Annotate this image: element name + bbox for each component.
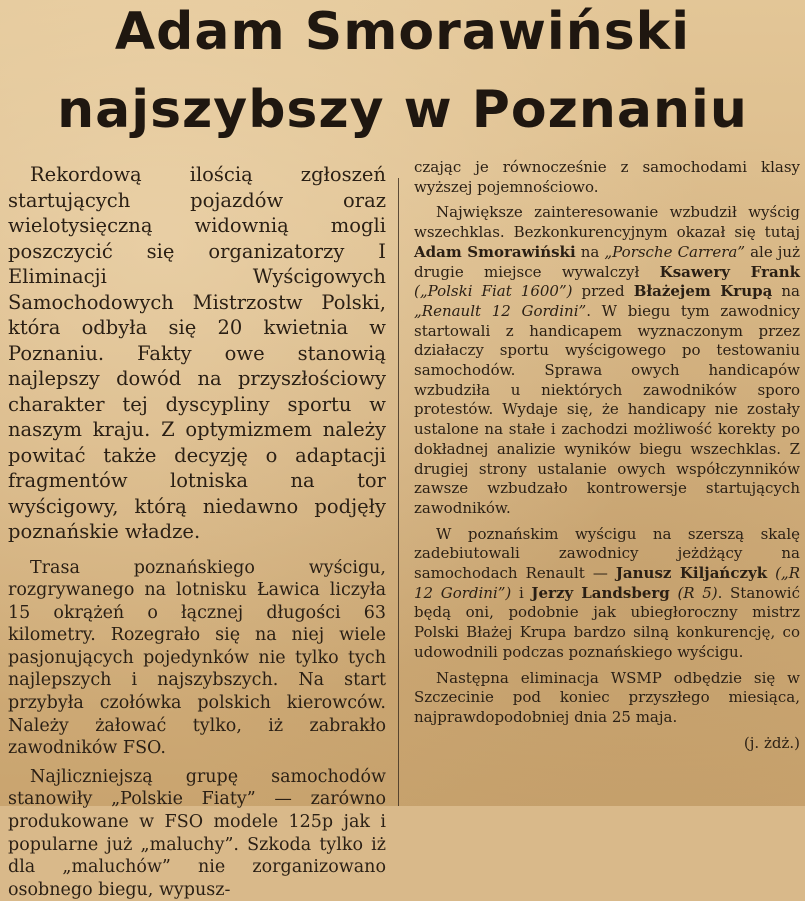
driver-name: Jerzy Landsberg [531, 583, 670, 602]
driver-name: Ksawery Frank [659, 262, 800, 281]
text-run: ale już drugie miejsce wywalczył [414, 242, 800, 281]
paragraph-next-round: Następna eliminacja WSMP odbędzie się w Szczecinie pod koniec przyszłego miesiąca, najprawdopodobniej dnia 25 maja. [414, 668, 800, 726]
author-signature: (j. żdż.) [743, 733, 800, 752]
paragraph-continuation: czając je równocześnie z samochodami klasy wyższej pojemnościowo. [414, 158, 800, 196]
text-run: na [575, 242, 605, 261]
car-name: („R 12 Gordini”) [414, 564, 800, 602]
text-run: Największe zainteresowanie wzbudził wyścig wszechklas. Bezkonkurencyjnym okazał się tutaj [414, 203, 800, 242]
headline-line-1: Adam Smorawiński [114, 2, 691, 62]
driver-name: Adam Smorawiński [414, 242, 576, 261]
column-divider [398, 178, 399, 806]
text-run: na [772, 282, 800, 301]
paragraph-fiat-group: Najliczniejszą grupę samochodów stanowiły „Polskie Fiaty” — zarówno produkowane w FSO modele 125p jak i popularne już „maluchy”. Szkoda tylko iż dla „maluchów” nie zorganizowano osobnego biegu, wypusz- [8, 766, 386, 900]
paragraph-all-class-race [414, 203, 800, 518]
text-run: przed [572, 282, 634, 301]
article-column-right [414, 158, 800, 806]
article-column-left [8, 162, 386, 900]
text-run: i [511, 583, 532, 602]
driver-name: Janusz Kiljańczyk [615, 564, 768, 583]
car-name: (R 5) [669, 583, 718, 602]
text-run: W poznańskim wyścigu na szerszą skalę zadebiutowali zawodnicy jeżdżący na samochodach Renault — [414, 524, 800, 583]
text-run: . W biegu tym zawodnicy startowali z handicapem wyznaczonym przez działaczy sportu wyścigowego po testowaniu samochodów. Sprawa owych handicapów wzbudziła u niektórych zawodników sporo protestów. Wydaje się, że handicapy nie zostały ustalone na stałe i zachodzi możliwość korekty po dokładnej analizie wyników biegu wszechklas. Z drugiej strony ustalanie owych współczynników zawsze wzbudzało kontrowersje startujących zawodników. [414, 301, 800, 517]
car-name: („Polski Fiat 1600”) [414, 282, 573, 301]
car-name: „Porsche Carrera” [604, 242, 745, 261]
headline-line-2: najszybszy w Poznaniu [57, 80, 748, 140]
paragraph-race-route: Trasa poznańskiego wyścigu, rozgrywanego na lotnisku Ławica liczyła 15 okrążeń o łącznej długości 63 kilometry. Rozegrało się na niej wiele pasjonujących pojedynków nie tylko tych najlepszych i najszybszych. Na start przybyła czołówka polskich kierowców. Należy żałować tylko, iż zabrakło zawodników FSO. [8, 557, 386, 759]
car-name: „Renault 12 Gordini” [414, 301, 587, 320]
paragraph-renault-debut [414, 525, 800, 663]
text-run: . Stanowić będą oni, podobnie jak ubiegłoroczny mistrz Polski Błażej Krupa bardzo silną konkurencję, co udowodnili podczas poznańskiego wyścigu. [414, 583, 801, 661]
driver-name: Błażejem Krupą [633, 282, 773, 301]
lead-paragraph: Rekordową ilością zgłoszeń startujących pojazdów oraz wielotysięczną widownią mogli poszczycić się organizatorzy I Eliminacji Wyścigowych Samochodowych Mistrzostw Polski, która odbyła się 20 kwietnia w Poznaniu. Fakty owe stanowią najlepszy dowód na przyszłościowy charakter tej dyscypliny sportu w naszym kraju. Z optymizmem należy powitać także decyzję o adaptacji fragmentów lotniska na tor wyścigowy, którą niedawno podjęły poznańskie władze. [8, 163, 386, 543]
